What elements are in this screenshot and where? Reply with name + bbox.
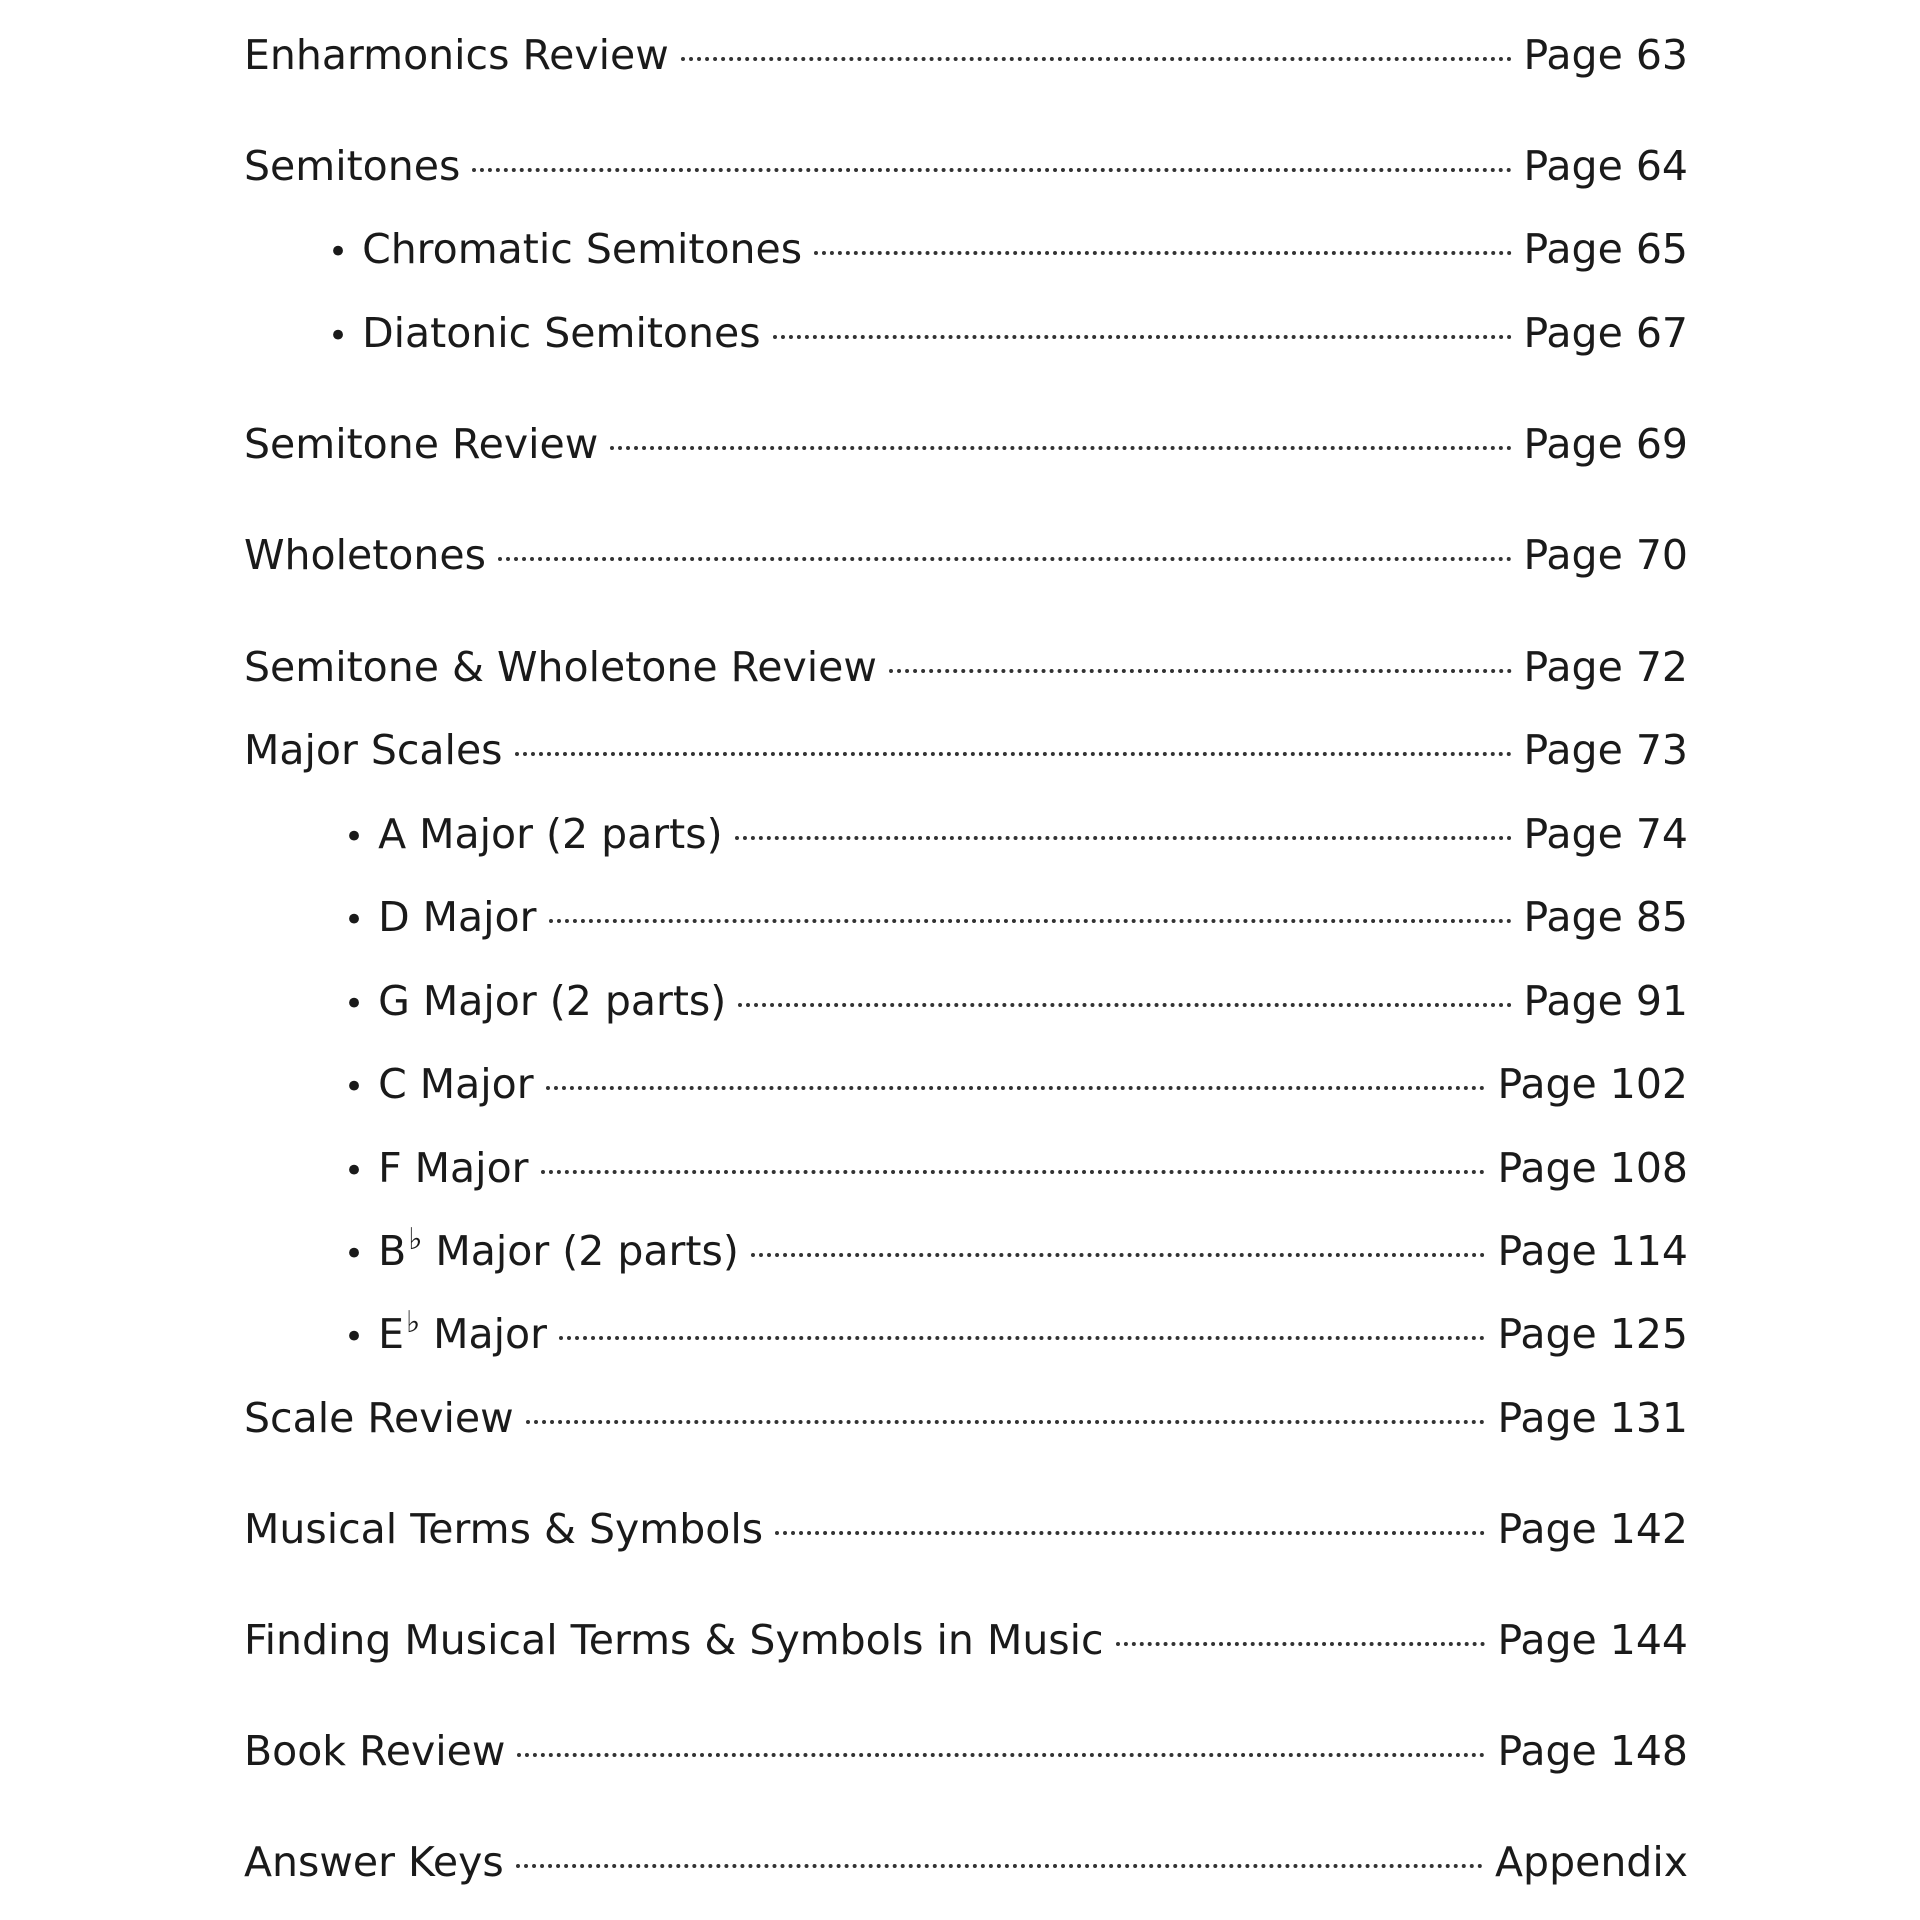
toc-page-number: Page 73 [1523, 726, 1688, 774]
toc-entry-chromatic-semitones[interactable] [328, 221, 1688, 277]
toc-page-number: Page 67 [1523, 309, 1688, 357]
toc-page-number: Page 64 [1523, 142, 1688, 190]
toc-page-number: Page 114 [1497, 1227, 1688, 1275]
dot-leader [610, 446, 1511, 450]
dot-leader [559, 1336, 1485, 1340]
bullet-icon: • [344, 1234, 365, 1274]
toc-entry-title: Semitone Review [244, 420, 599, 468]
toc-page-number: Page 142 [1497, 1505, 1688, 1553]
bullet-icon: • [328, 232, 349, 272]
toc-entry-title [378, 1223, 739, 1284]
toc-page-number: Page 108 [1497, 1144, 1688, 1192]
toc-page-number: Page 74 [1523, 810, 1688, 858]
toc-page-number: Page 125 [1497, 1310, 1688, 1358]
flat-icon: ♭ [405, 1305, 421, 1340]
dot-leader [515, 752, 1512, 756]
toc-entry-finding-musical-terms[interactable] [244, 1612, 1688, 1668]
toc-entry-title [378, 1306, 547, 1367]
toc-entry-title: Semitone & Wholetone Review [244, 643, 877, 691]
dot-leader [751, 1253, 1486, 1257]
toc-page-number: Page 69 [1523, 420, 1688, 468]
toc-entry-semitone-review[interactable] [244, 416, 1688, 472]
toc-entry-major-scales[interactable] [244, 722, 1688, 778]
toc-page-number: Page 131 [1497, 1394, 1688, 1442]
toc-page-number: Page 102 [1497, 1060, 1688, 1108]
dot-leader [517, 1753, 1485, 1757]
toc-entry-enharmonics-review[interactable] [244, 27, 1688, 83]
toc-entry-a-major[interactable] [344, 806, 1688, 862]
toc-entry-title: Diatonic Semitones [362, 309, 761, 357]
toc-page-number: Page 65 [1523, 225, 1688, 273]
toc-page-number: Page 148 [1497, 1727, 1688, 1775]
dot-leader [775, 1531, 1485, 1535]
toc-entry-answer-keys[interactable] [244, 1834, 1688, 1890]
toc-entry-scale-review[interactable] [244, 1390, 1688, 1446]
toc-entry-musical-terms-symbols[interactable] [244, 1501, 1688, 1557]
bullet-icon: • [344, 1151, 365, 1191]
toc-entry-title: C Major [378, 1060, 534, 1108]
toc-entry-d-major[interactable] [344, 889, 1688, 945]
dot-leader [735, 836, 1512, 840]
toc-page-number: Appendix [1495, 1838, 1688, 1886]
toc-entry-semitones[interactable] [244, 138, 1688, 194]
toc-entry-title: Answer Keys [244, 1838, 504, 1886]
dot-leader [773, 335, 1512, 339]
dot-leader [738, 1003, 1511, 1007]
toc-page-number: Page 91 [1523, 977, 1688, 1025]
dot-leader [681, 57, 1512, 61]
toc-page-number: Page 63 [1523, 31, 1688, 79]
toc-entry-title: F Major [378, 1144, 529, 1192]
toc-entry-title: Wholetones [244, 531, 486, 579]
dot-leader [546, 1086, 1486, 1090]
bullet-icon: • [328, 316, 349, 356]
toc-entry-title: Enharmonics Review [244, 31, 669, 79]
toc-entry-diatonic-semitones[interactable] [328, 305, 1688, 361]
toc-entry-title: Semitones [244, 142, 461, 190]
toc-page-number: Page 70 [1523, 531, 1688, 579]
dot-leader [541, 1170, 1486, 1174]
dot-leader [526, 1420, 1486, 1424]
toc-entry-title: Finding Musical Terms & Symbols in Music [244, 1616, 1104, 1664]
toc-entry-title: A Major (2 parts) [378, 810, 723, 858]
dot-leader [516, 1864, 1483, 1868]
toc-entry-title: Scale Review [244, 1394, 514, 1442]
toc-page-number: Page 85 [1523, 893, 1688, 941]
toc-page-number: Page 144 [1497, 1616, 1688, 1664]
bullet-icon: • [344, 1317, 365, 1357]
toc-entry-wholetones[interactable] [244, 527, 1688, 583]
dot-leader [472, 168, 1511, 172]
flat-icon: ♭ [408, 1222, 423, 1257]
dot-leader [889, 669, 1512, 673]
toc-entry-title: Major Scales [244, 726, 503, 774]
bullet-icon: • [344, 817, 365, 857]
toc-page-number: Page 72 [1523, 643, 1688, 691]
toc-entry-book-review[interactable] [244, 1723, 1688, 1779]
toc-entry-semitone-wholetone-review[interactable] [244, 639, 1688, 695]
toc-entry-c-major[interactable] [344, 1056, 1688, 1112]
bullet-icon: • [344, 1067, 365, 1107]
toc-entry-title: G Major (2 parts) [378, 977, 727, 1025]
dot-leader [498, 557, 1512, 561]
toc-entry-title: Chromatic Semitones [362, 225, 803, 273]
toc-entry-f-major[interactable] [344, 1140, 1688, 1196]
bullet-icon: • [344, 984, 365, 1024]
toc-entry-g-major[interactable] [344, 973, 1688, 1029]
note-letter: E [378, 1310, 404, 1358]
dot-leader [549, 919, 1512, 923]
note-letter: B [378, 1227, 407, 1275]
toc-entry-title: Musical Terms & Symbols [244, 1505, 764, 1553]
toc-entry-title: D Major [378, 893, 537, 941]
bullet-icon: • [344, 900, 365, 940]
toc-entry-title-text: Major [433, 1310, 548, 1358]
toc-entry-e-flat-major[interactable] [344, 1306, 1688, 1362]
toc-entry-title: Book Review [244, 1727, 506, 1775]
dot-leader [1116, 1642, 1486, 1646]
toc-entry-title-text: Major (2 parts) [435, 1227, 739, 1275]
dot-leader [814, 251, 1511, 255]
toc-entry-b-flat-major[interactable] [344, 1223, 1688, 1279]
